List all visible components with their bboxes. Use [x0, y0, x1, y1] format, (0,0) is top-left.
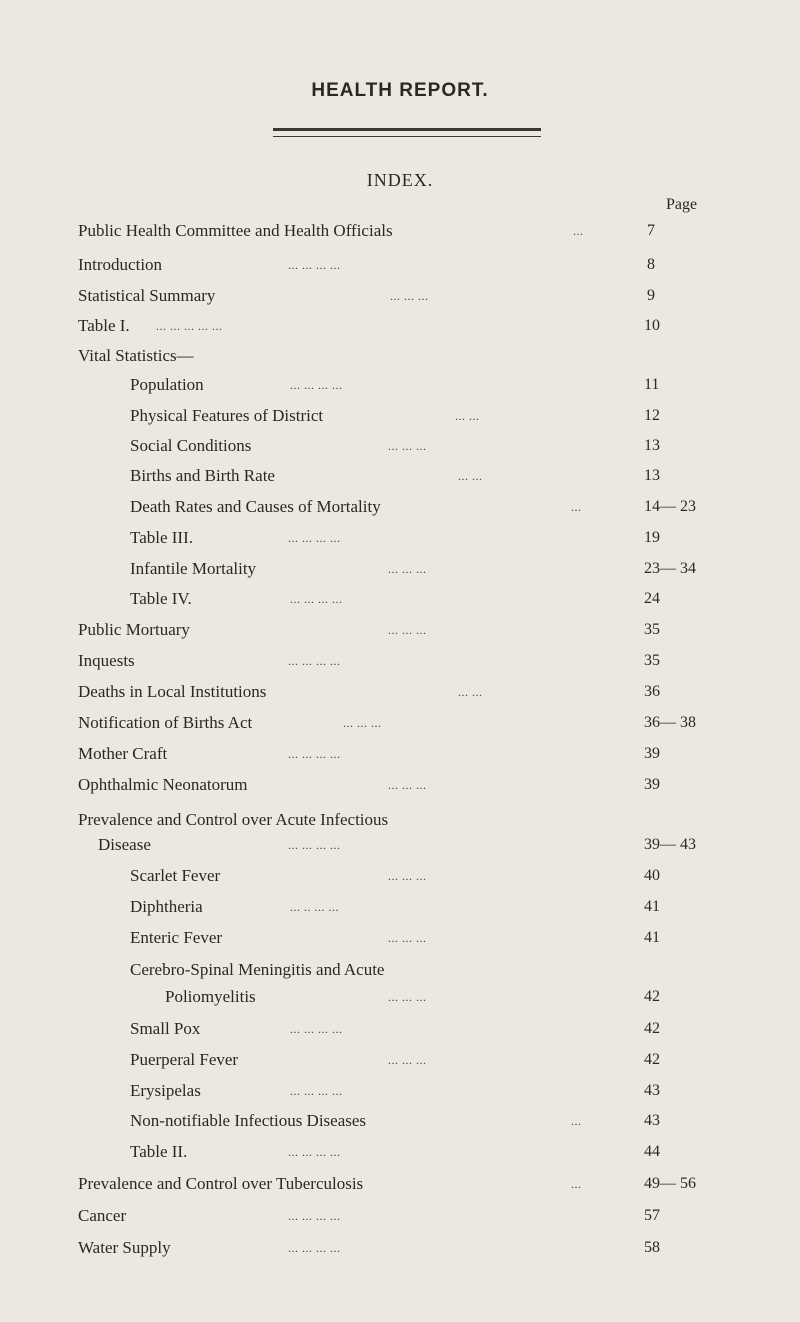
entry-label: Table I.	[78, 316, 130, 335]
entry-page: 39	[644, 745, 660, 762]
entry-label: Diphtheria	[130, 897, 203, 916]
leader-dots: ... ... ...	[388, 439, 427, 453]
index-entry	[78, 649, 738, 673]
leader-dots: ... ... ...	[388, 869, 427, 883]
index-entry	[130, 587, 740, 611]
entry-page: 35	[644, 621, 660, 638]
entry-page: 24	[644, 590, 660, 607]
entry-page: 13	[644, 467, 660, 484]
entry-page: 41	[644, 929, 660, 946]
index-entry	[78, 253, 738, 277]
entry-page: 39	[644, 776, 660, 793]
entry-page: 8	[647, 256, 655, 273]
index-entry	[78, 284, 738, 308]
leader-dots: ... ... ... ...	[288, 531, 341, 545]
index-entry	[130, 1017, 740, 1041]
index-entry	[130, 373, 740, 397]
index-heading: INDEX.	[366, 170, 434, 190]
index-entry	[78, 344, 738, 368]
entry-page: 42	[644, 1020, 660, 1037]
leader-dots: ...	[571, 500, 582, 514]
index-entry	[130, 1109, 740, 1133]
entry-label: Prevalence and Control over Acute Infectious	[78, 810, 389, 829]
index-entry	[130, 1140, 740, 1164]
leader-dots: ... ... ... ...	[288, 258, 341, 272]
index-entry	[98, 833, 738, 857]
entry-label: Vital Statistics—	[78, 346, 194, 365]
index-entry	[78, 1172, 738, 1196]
entry-page: 19	[644, 529, 660, 546]
entry-label: Cancer	[78, 1206, 127, 1225]
entry-label: Inquests	[78, 651, 135, 670]
leader-dots: ...	[573, 224, 584, 238]
leader-dots: ... ... ...	[390, 289, 429, 303]
leader-dots: ...	[571, 1177, 582, 1191]
leader-dots: ... ... ...	[388, 562, 427, 576]
index-entry	[78, 618, 738, 642]
entry-page: 41	[644, 898, 660, 915]
entry-label: Table IV.	[130, 589, 192, 608]
leader-dots: ... ... ...	[388, 1053, 427, 1067]
index-entry	[130, 864, 740, 888]
entry-page: 43	[644, 1082, 660, 1099]
leader-dots: ... ...	[458, 685, 483, 699]
entry-page: 40	[644, 867, 660, 884]
entry-label: Water Supply	[78, 1238, 171, 1257]
page-column-header: Page	[666, 196, 698, 213]
entry-page: 36— 38	[644, 714, 696, 731]
entry-label: Public Health Committee and Health Officials	[78, 221, 393, 240]
entry-label: Table II.	[130, 1142, 188, 1161]
leader-dots: ... ... ...	[388, 990, 427, 1004]
entry-page: 11	[644, 376, 660, 393]
leader-dots: ... ... ... ...	[288, 654, 341, 668]
entry-page: 44	[644, 1143, 660, 1160]
leader-dots: ... ... ...	[343, 716, 382, 730]
index-entry	[130, 557, 740, 581]
leader-dots: ...	[571, 1114, 582, 1128]
entry-label: Infantile Mortality	[130, 559, 257, 578]
entry-page: 12	[644, 407, 660, 424]
entry-label: Births and Birth Rate	[130, 466, 275, 485]
entry-label: Statistical Summary	[78, 286, 216, 305]
index-entry	[78, 680, 738, 704]
entry-page: 42	[644, 1051, 660, 1068]
entry-page: 39— 43	[644, 836, 696, 853]
index-entry	[78, 742, 738, 766]
report-title: HEALTH REPORT.	[311, 80, 489, 101]
entry-label: Non-notifiable Infectious Diseases	[130, 1111, 367, 1130]
index-entry	[78, 711, 738, 735]
leader-dots: ... ... ... ...	[290, 1084, 343, 1098]
index-entry	[78, 314, 738, 338]
entry-label: Ophthalmic Neonatorum	[78, 775, 248, 794]
entry-page: 9	[647, 287, 655, 304]
index-entry	[130, 926, 740, 950]
index-entry	[130, 1079, 740, 1103]
leader-dots: ... ... ... ...	[290, 378, 343, 392]
entry-page: 36	[644, 683, 660, 700]
entry-page: 23— 34	[644, 560, 696, 577]
entry-page: 10	[644, 317, 660, 334]
index-entry	[78, 1236, 738, 1260]
leader-dots: ... ...	[455, 409, 480, 423]
entry-page: 57	[644, 1207, 660, 1224]
entry-page: 35	[644, 652, 660, 669]
leader-dots: ... ... ...	[388, 931, 427, 945]
leader-dots: ... ... ...	[388, 778, 427, 792]
leader-dots: ... .. ... ...	[290, 900, 339, 914]
entry-label: Small Pox	[130, 1019, 201, 1038]
leader-dots: ... ...	[458, 469, 483, 483]
leader-dots: ... ... ... ...	[288, 747, 341, 761]
index-entry	[78, 219, 738, 243]
leader-dots: ... ... ... ...	[290, 1022, 343, 1036]
entry-label: Scarlet Fever	[130, 866, 221, 885]
entry-page: 7	[647, 222, 655, 239]
entry-label: Cerebro-Spinal Meningitis and Acute	[130, 960, 385, 979]
entry-label: Disease	[98, 835, 151, 854]
leader-dots: ... ... ... ...	[288, 1209, 341, 1223]
entry-label: Erysipelas	[130, 1081, 201, 1100]
leader-dots: ... ... ... ...	[288, 1241, 341, 1255]
index-entry	[130, 434, 740, 458]
leader-dots: ... ... ... ...	[290, 592, 343, 606]
entry-label: Table III.	[130, 528, 193, 547]
entry-label: Puerperal Fever	[130, 1050, 239, 1069]
entry-label: Population	[130, 375, 204, 394]
index-entry	[130, 526, 740, 550]
entry-label: Social Conditions	[130, 436, 252, 455]
index-entry	[130, 464, 740, 488]
entry-page: 13	[644, 437, 660, 454]
leader-dots: ... ... ...	[388, 623, 427, 637]
entry-label: Public Mortuary	[78, 620, 190, 639]
index-entry	[130, 895, 740, 919]
index-entry	[78, 808, 738, 832]
entry-label: Notification of Births Act	[78, 713, 253, 732]
index-entry	[78, 773, 738, 797]
entry-label: Poliomyelitis	[165, 987, 256, 1006]
index-entry	[130, 404, 740, 428]
index-entry	[130, 1048, 740, 1072]
entry-label: Prevalence and Control over Tuberculosis	[78, 1174, 364, 1193]
entry-label: Physical Features of District	[130, 406, 324, 425]
entry-page: 58	[644, 1239, 660, 1256]
entry-label: Deaths in Local Institutions	[78, 682, 267, 701]
entry-page: 14— 23	[644, 498, 696, 515]
entry-label: Enteric Fever	[130, 928, 223, 947]
entry-page: 49— 56	[644, 1175, 696, 1192]
index-entry	[130, 958, 740, 982]
entry-label: Mother Craft	[78, 744, 168, 763]
index-entry	[78, 1204, 738, 1228]
leader-dots: ... ... ... ...	[288, 1145, 341, 1159]
entry-page: 42	[644, 988, 660, 1005]
entry-page: 43	[644, 1112, 660, 1129]
entry-label: Death Rates and Causes of Mortality	[130, 497, 381, 516]
index-entry	[130, 495, 740, 519]
leader-dots: ... ... ... ...	[288, 838, 341, 852]
entry-label: Introduction	[78, 255, 163, 274]
index-entry	[165, 985, 740, 1009]
leader-dots: ... ... ... ... ...	[156, 319, 223, 333]
